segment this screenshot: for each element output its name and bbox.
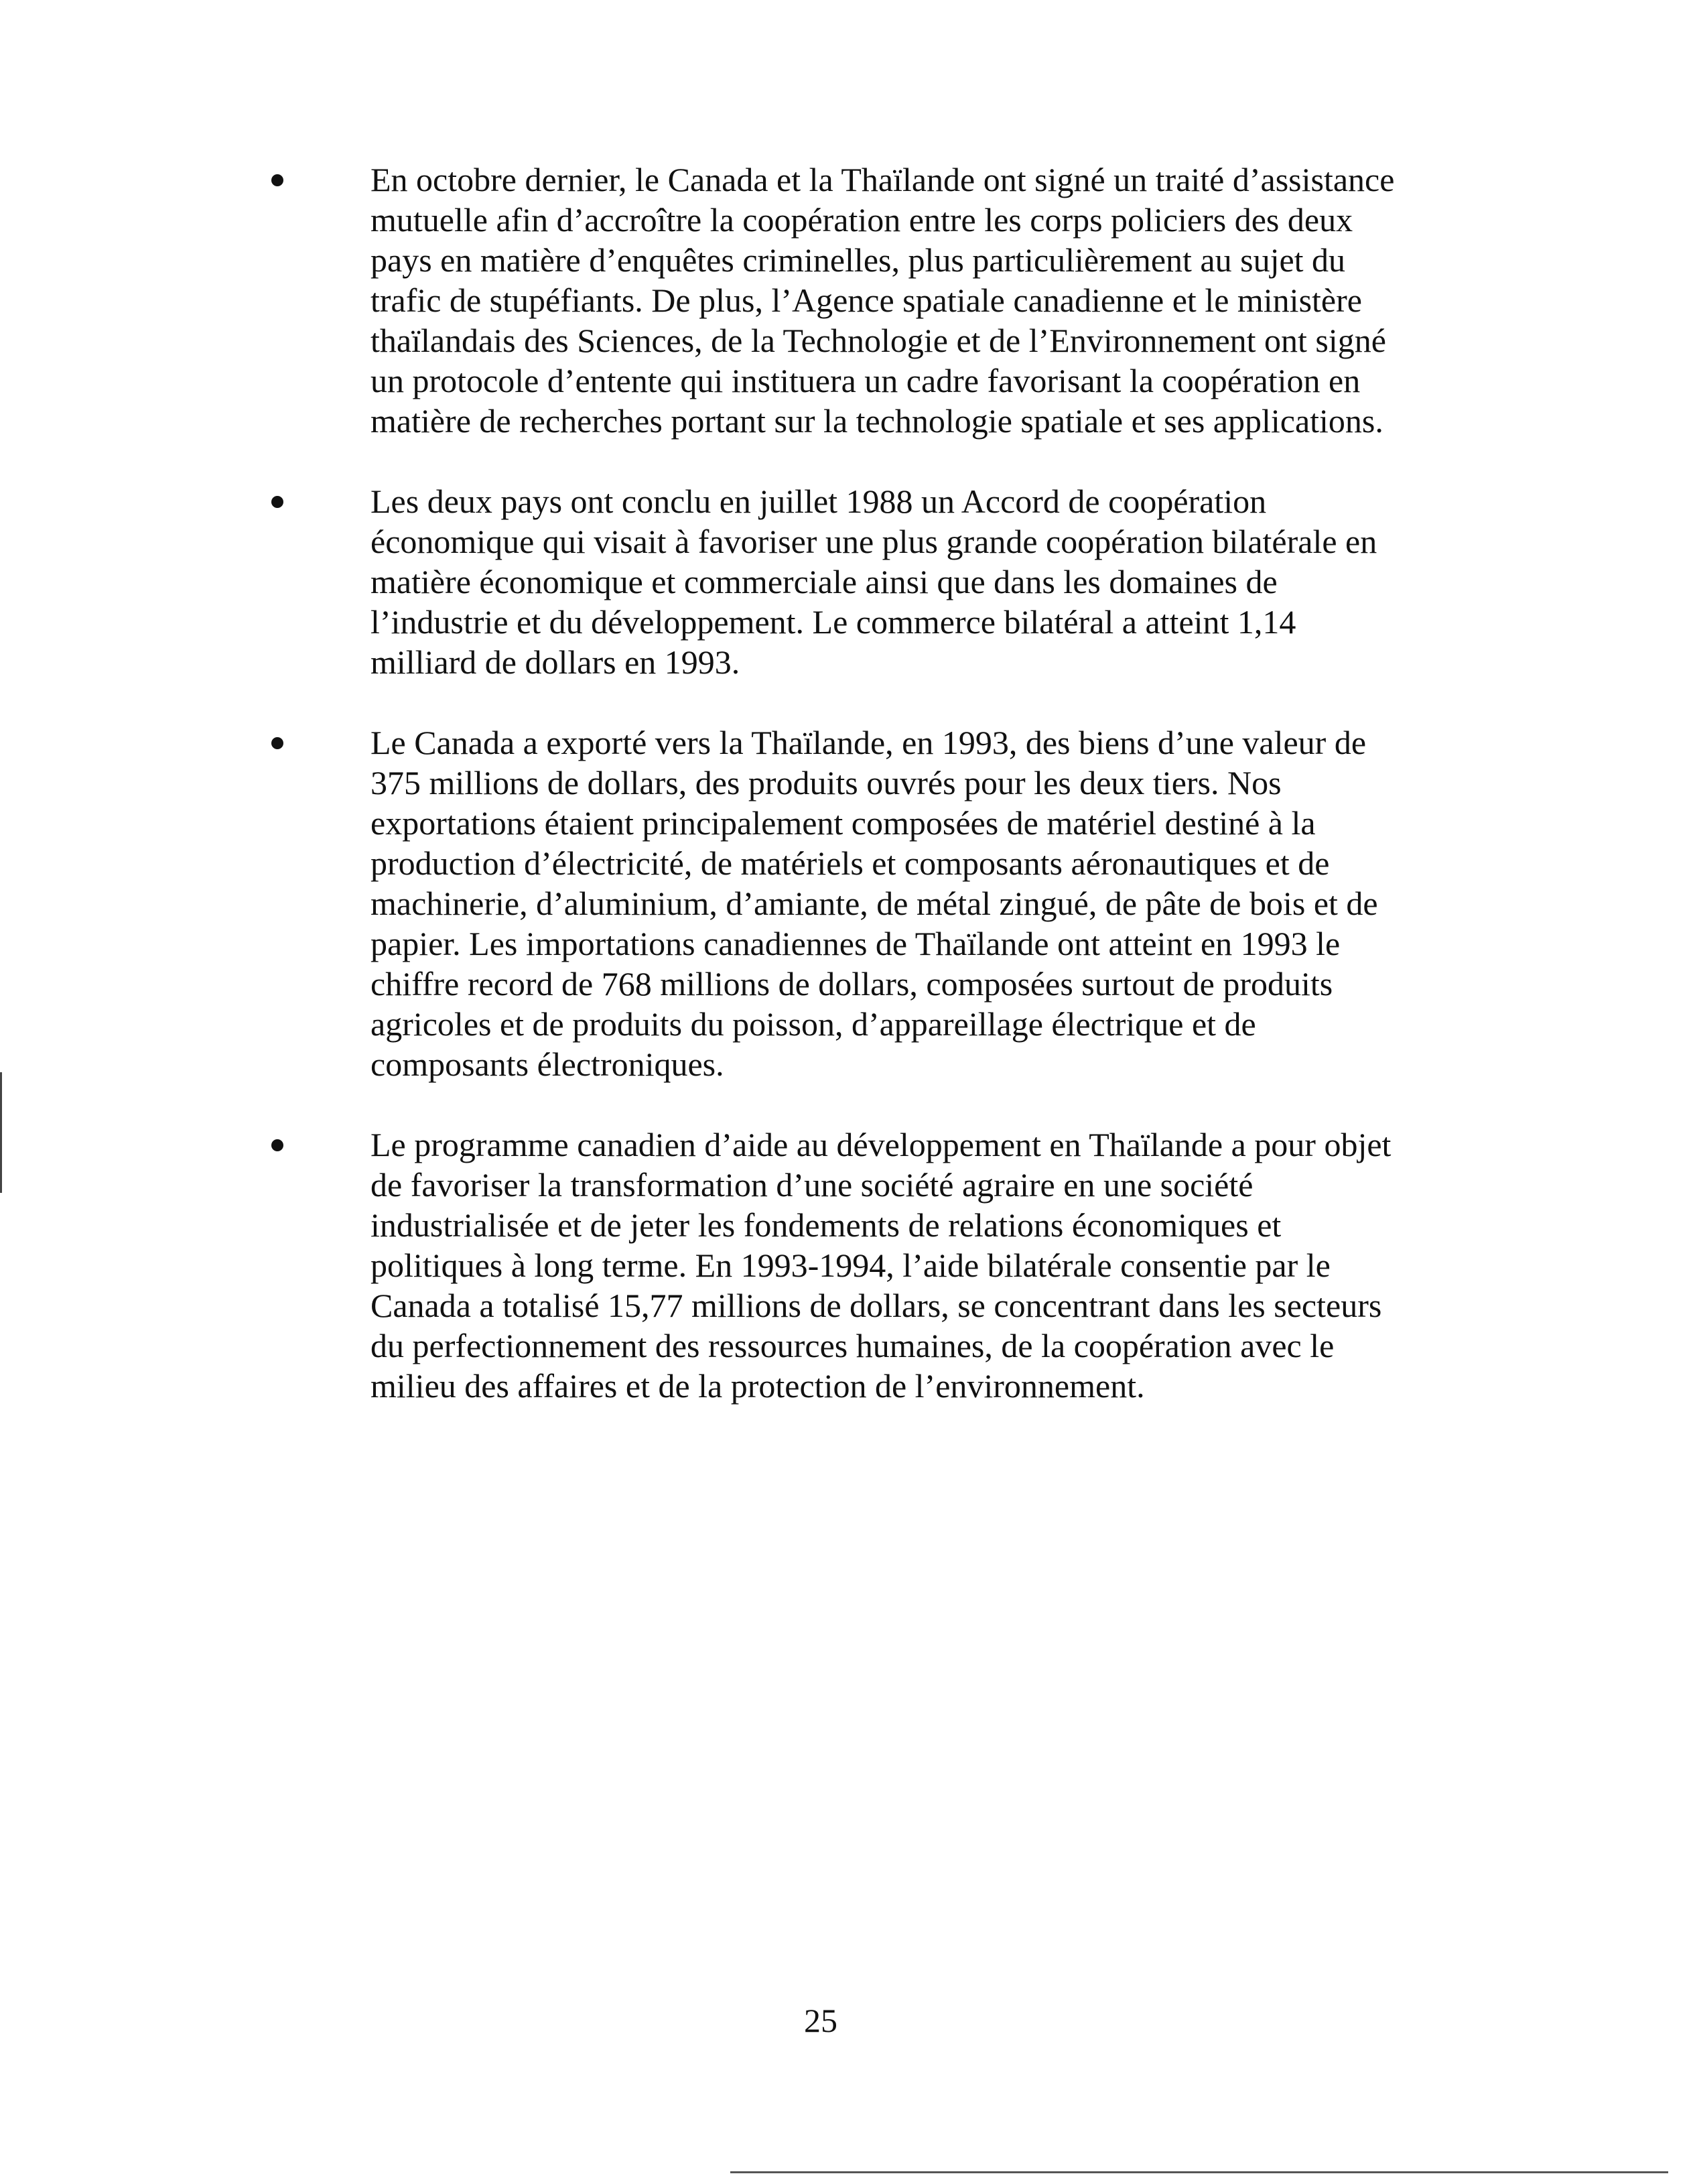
bullet-item-exports-imports <box>271 722 1410 1084</box>
bullet-text: Le programme canadien d’aide au développement en Thaïlande a pour objet de favoriser la transformation d’une société agraire en une société industrialisée et de jeter les fondements de relations économiques et politiques à long terme. En 1993-1994, l’aide bilatérale consentie par le Canada a totalisé 15,77 millions de dollars, se concentrant dans les secteurs du perfectionnement des ressources humaines, de la coopération avec le milieu des affaires et de la protection de l’environnement. <box>370 1126 1392 1405</box>
bullet-text: Les deux pays ont conclu en juillet 1988 un Accord de coopération économique qui visait à favoriser une plus grande coopération bilatérale en matière économique et commerciale ainsi que dans les domaines de l’industrie et du développement. Le commerce bilatéral a atteint 1,14 milliard de dollars en 1993. <box>370 483 1377 681</box>
bullet-icon <box>271 1139 283 1151</box>
bullet-icon <box>271 496 283 508</box>
scan-footer-rule <box>730 2171 1668 2173</box>
bullet-item-economic-agreement <box>271 481 1410 682</box>
bullet-list <box>271 159 1410 1446</box>
bullet-item-development-aid <box>271 1125 1410 1406</box>
bullet-text: Le Canada a exporté vers la Thaïlande, en 1993, des biens d’une valeur de 375 millions de dollars, des produits ouvrés pour les deux tiers. Nos exportations étaient principalement composées de matériel destiné à la production d’électricité, de matériels et composants aéronautiques et de machinerie, d’aluminium, d’amiante, de métal zingué, de pâte de bois et de papier. Les importations canadiennes de Thaïlande ont atteint en 1993 le chiffre record de 768 millions de dollars, composées surtout de produits agricoles et de produits du poisson, d’appareillage électrique et de composants électroniques. <box>370 724 1378 1083</box>
bullet-icon <box>271 737 283 749</box>
bullet-text: En octobre dernier, le Canada et la Thaïlande ont signé un traité d’assistance mutuelle afin d’accroître la coopération entre les corps policiers des deux pays en matière d’enquêtes criminelles, plus particulièrement au sujet du trafic de stupéfiants. De plus, l’Agence spatiale canadienne et le ministère thaïlandais des Sciences, de la Technologie et de l’Environnement ont signé un protocole d’entente qui instituera un cadre favorisant la coopération en matière de recherches portant sur la technologie spatiale et ses applications. <box>370 161 1395 440</box>
page-number: 25 <box>804 2002 837 2039</box>
bullet-item-treaty <box>271 159 1410 441</box>
bullet-icon <box>271 174 283 186</box>
scan-edge-line <box>0 1072 2 1193</box>
